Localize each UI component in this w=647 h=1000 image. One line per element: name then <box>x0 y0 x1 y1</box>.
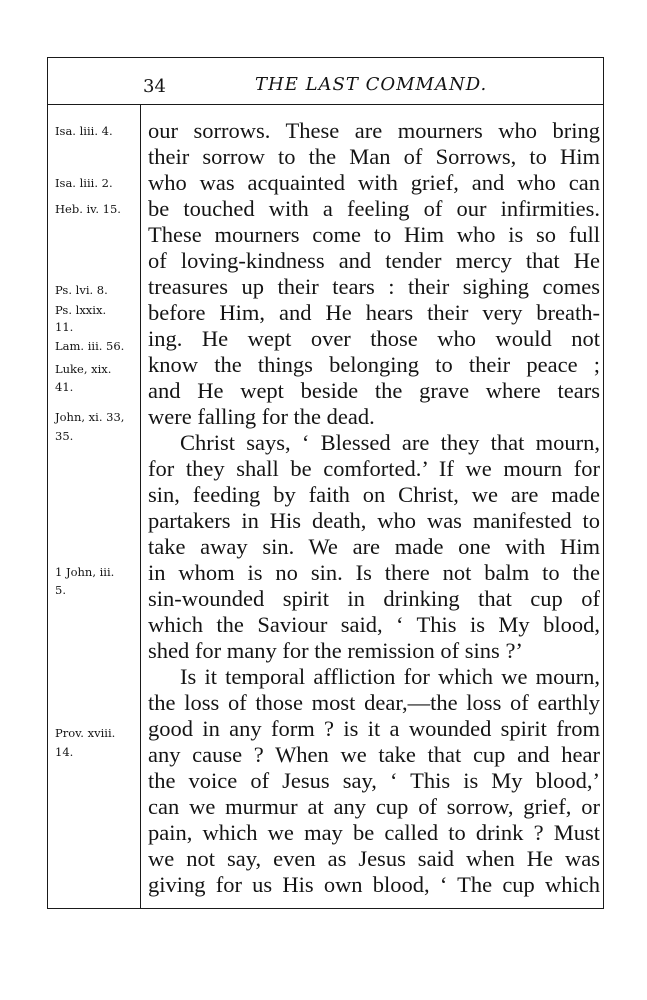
text-line: shed for many for the remission of sins ?’ <box>148 638 523 663</box>
text-line: sin-wounded spirit in drinking that cup of <box>148 586 600 611</box>
text-line: the loss of those most dear,—the loss of earthly <box>148 690 600 715</box>
text-line: were falling for the dead. <box>148 404 375 429</box>
margin-ref: John, xi. 33, <box>55 410 125 424</box>
text-line: partakers in His death, who was manifested to <box>148 508 600 533</box>
margin-ref: 11. <box>55 320 74 334</box>
text-line: sin, feeding by faith on Christ, we are made <box>148 482 600 507</box>
text-line: in whom is no sin. Is there not balm to the <box>148 560 600 585</box>
margin-ref: Ps. lvi. 8. <box>55 283 108 297</box>
text-line: good in any form ? is it a wounded spirit from <box>148 716 600 741</box>
text-line: treasures up their tears : their sighing comes <box>148 274 600 299</box>
margin-ref: 1 John, iii. <box>55 565 115 579</box>
running-title: THE LAST COMMAND. <box>255 74 488 95</box>
margin-ref: Isa. liii. 4. <box>55 124 113 138</box>
text-line: giving for us His own blood, ‘ The cup which <box>148 872 600 897</box>
text-line: can we murmur at any cup of sorrow, grief, or <box>148 794 600 819</box>
text-line: Christ says, ‘ Blessed are they that mourn, <box>180 430 600 455</box>
text-line: we not say, even as Jesus said when He was <box>148 846 600 871</box>
margin-ref: 14. <box>55 745 74 759</box>
margin-ref: 5. <box>55 583 66 597</box>
margin-ref: Prov. xviii. <box>55 726 116 740</box>
text-line: know the things belonging to their peace ; <box>148 352 600 377</box>
header-rule <box>47 104 604 105</box>
text-line: take away sin. We are made one with Him <box>148 534 600 559</box>
margin-ref: 35. <box>55 429 74 443</box>
text-line: which the Saviour said, ‘ This is My blood, <box>148 612 600 637</box>
margin-ref: Heb. iv. 15. <box>55 202 121 216</box>
text-line: their sorrow to the Man of Sorrows, to Him <box>148 144 600 169</box>
text-line: ing. He wept over those who would not <box>148 326 600 351</box>
page-number: 34 <box>143 76 166 97</box>
text-line: These mourners come to Him who is so full <box>148 222 600 247</box>
margin-ref: 41. <box>55 380 74 394</box>
margin-ref: Isa. liii. 2. <box>55 176 113 190</box>
margin-ref: Luke, xix. <box>55 362 112 376</box>
margin-ref: Lam. iii. 56. <box>55 339 125 353</box>
text-line: our sorrows. These are mourners who bring <box>148 118 600 143</box>
text-line: of loving-kindness and tender mercy that He <box>148 248 600 273</box>
text-line: any cause ? When we take that cup and hear <box>148 742 600 767</box>
text-line: pain, which we may be called to drink ? Must <box>148 820 600 845</box>
text-line: before Him, and He hears their very breath- <box>148 300 600 325</box>
text-line: for they shall be comforted.’ If we mourn for <box>148 456 600 481</box>
text-line: the voice of Jesus say, ‘ This is My blood,’ <box>148 768 600 793</box>
margin-ref: Ps. lxxix. <box>55 303 107 317</box>
text-line: Is it temporal affliction for which we mourn, <box>180 664 600 689</box>
text-line: who was acquainted with grief, and who can <box>148 170 600 195</box>
text-line: and He wept beside the grave where tears <box>148 378 600 403</box>
margin-rule <box>140 104 141 909</box>
text-line: be touched with a feeling of our infirmities. <box>148 196 600 221</box>
